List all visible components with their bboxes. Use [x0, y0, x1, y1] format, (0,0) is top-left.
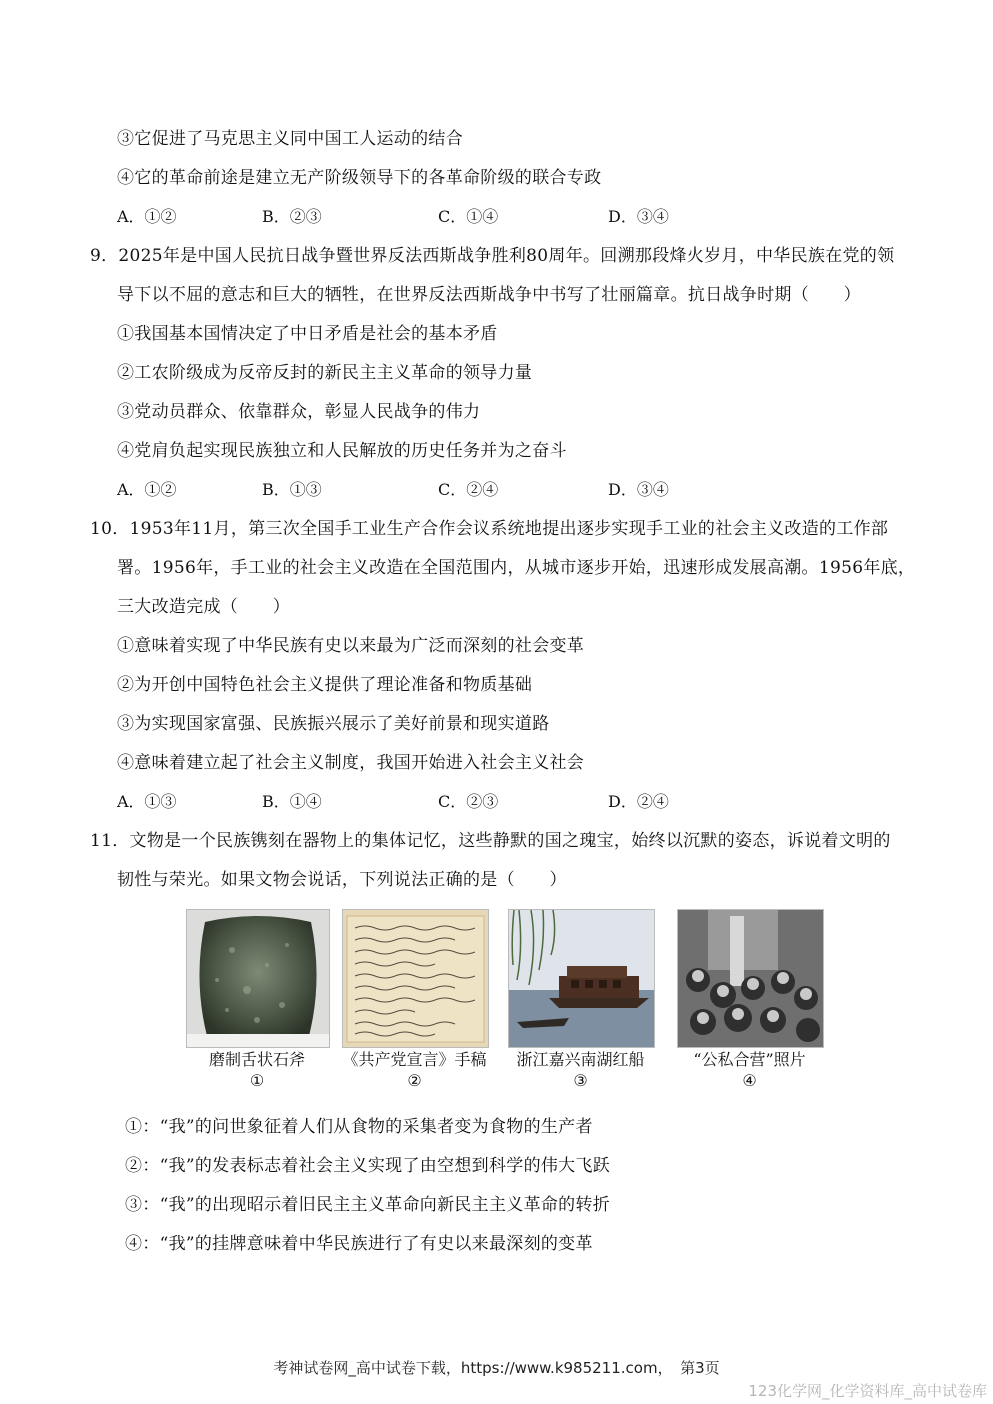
q10-option-c: C．②③	[438, 792, 499, 811]
watermark-text: 123化学网_化学资料库_高中试卷库	[748, 1382, 987, 1400]
q10-option-d: D．②④	[608, 792, 669, 811]
public-private-photo	[677, 909, 824, 1048]
q10-option-a: A．①③	[117, 792, 177, 811]
manifesto-manuscript-photo	[342, 909, 489, 1048]
figure-number-1: ①	[249, 1071, 265, 1090]
q10-item-2: ②为开创中国特色社会主义提供了理论准备和物质基础	[117, 675, 533, 695]
q9-option-d: D．③④	[608, 480, 669, 499]
q9-item-2: ②工农阶级成为反帝反封的新民主主义革命的领导力量	[117, 363, 533, 383]
q11-stem-line-1: 11．文物是一个民族镌刻在器物上的集体记忆，这些静默的国之瑰宝，始终以沉默的姿态，诉说着文明的	[90, 831, 891, 851]
figure-caption-3: 浙江嘉兴南湖红船	[516, 1050, 645, 1069]
q10-item-4: ④意味着建立起了社会主义制度，我国开始进入社会主义社会	[117, 753, 585, 773]
q9-item-3: ③党动员群众、依靠群众，彰显人民战争的伟力	[117, 402, 481, 422]
figure-caption-2: 《共产党宣言》手稿	[342, 1050, 487, 1069]
figure-number-4: ④	[742, 1071, 757, 1090]
figure-number-3: ③	[573, 1071, 588, 1090]
q8-option-d: D．③④	[608, 207, 669, 226]
q10-item-3: ③为实现国家富强、民族振兴展示了美好前景和现实道路	[117, 714, 550, 734]
figure-caption-4: “公私合营”照片	[693, 1050, 806, 1069]
q10-option-b: B．①④	[262, 792, 322, 811]
q9-option-b: B．①③	[262, 480, 322, 499]
q11-item-3: ③：“我”的出现昭示着旧民主主义革命向新民主主义革命的转折	[125, 1195, 611, 1215]
q9-item-4: ④党肩负起实现民族独立和人民解放的历史任务并为之奋斗	[117, 441, 567, 461]
q9-option-a: A．①②	[117, 480, 177, 499]
q8-option-a: A．①②	[117, 207, 177, 226]
q8-option-b: B．②③	[262, 207, 322, 226]
q11-stem-line-2: 韧性与荣光。如果文物会说话，下列说法正确的是（ ）	[117, 870, 567, 890]
q9-item-1: ①我国基本国情决定了中日矛盾是社会的基本矛盾	[117, 324, 498, 344]
q9-stem-line-2: 导下以不屈的意志和巨大的牺牲，在世界反法西斯战争中书写了壮丽篇章。抗日战争时期（ ）	[117, 285, 861, 305]
q11-item-4: ④：“我”的挂牌意味着中华民族进行了有史以来最深刻的变革	[125, 1234, 593, 1254]
stone-axe-photo	[186, 909, 330, 1048]
figure-caption-1: 磨制舌状石斧	[208, 1050, 305, 1069]
q9-stem-line-1: 9．2025年是中国人民抗日战争暨世界反法西斯战争胜利80周年。回溯那段烽火岁月，中华民族在党的领	[90, 246, 895, 266]
q8-item-3: ③它促进了马克思主义同中国工人运动的结合	[117, 129, 463, 149]
red-boat-photo	[508, 909, 655, 1048]
q9-option-c: C．②④	[438, 480, 499, 499]
page-footer: 考神试卷网_高中试卷下载，https://www.k985211.com， 第3页	[273, 1359, 720, 1377]
q10-stem-line-1: 10．1953年11月，第三次全国手工业生产合作会议系统地提出逐步实现手工业的社会主义改造的工作部	[90, 519, 889, 539]
figure-number-2: ②	[407, 1071, 422, 1090]
q8-option-c: C．①④	[438, 207, 499, 226]
q10-stem-line-2: 署。1956年，手工业的社会主义改造在全国范围内，从城市逐步开始，迅速形成发展高潮。1956年底，	[117, 558, 916, 578]
q10-item-1: ①意味着实现了中华民族有史以来最为广泛而深刻的社会变革	[117, 636, 585, 656]
q11-item-1: ①：“我”的问世象征着人们从食物的采集者变为食物的生产者	[125, 1117, 593, 1137]
q11-item-2: ②：“我”的发表标志着社会主义实现了由空想到科学的伟大飞跃	[125, 1156, 611, 1176]
q8-item-4: ④它的革命前途是建立无产阶级领导下的各革命阶级的联合专政	[117, 168, 602, 188]
q10-stem-line-3: 三大改造完成（ ）	[117, 597, 290, 617]
